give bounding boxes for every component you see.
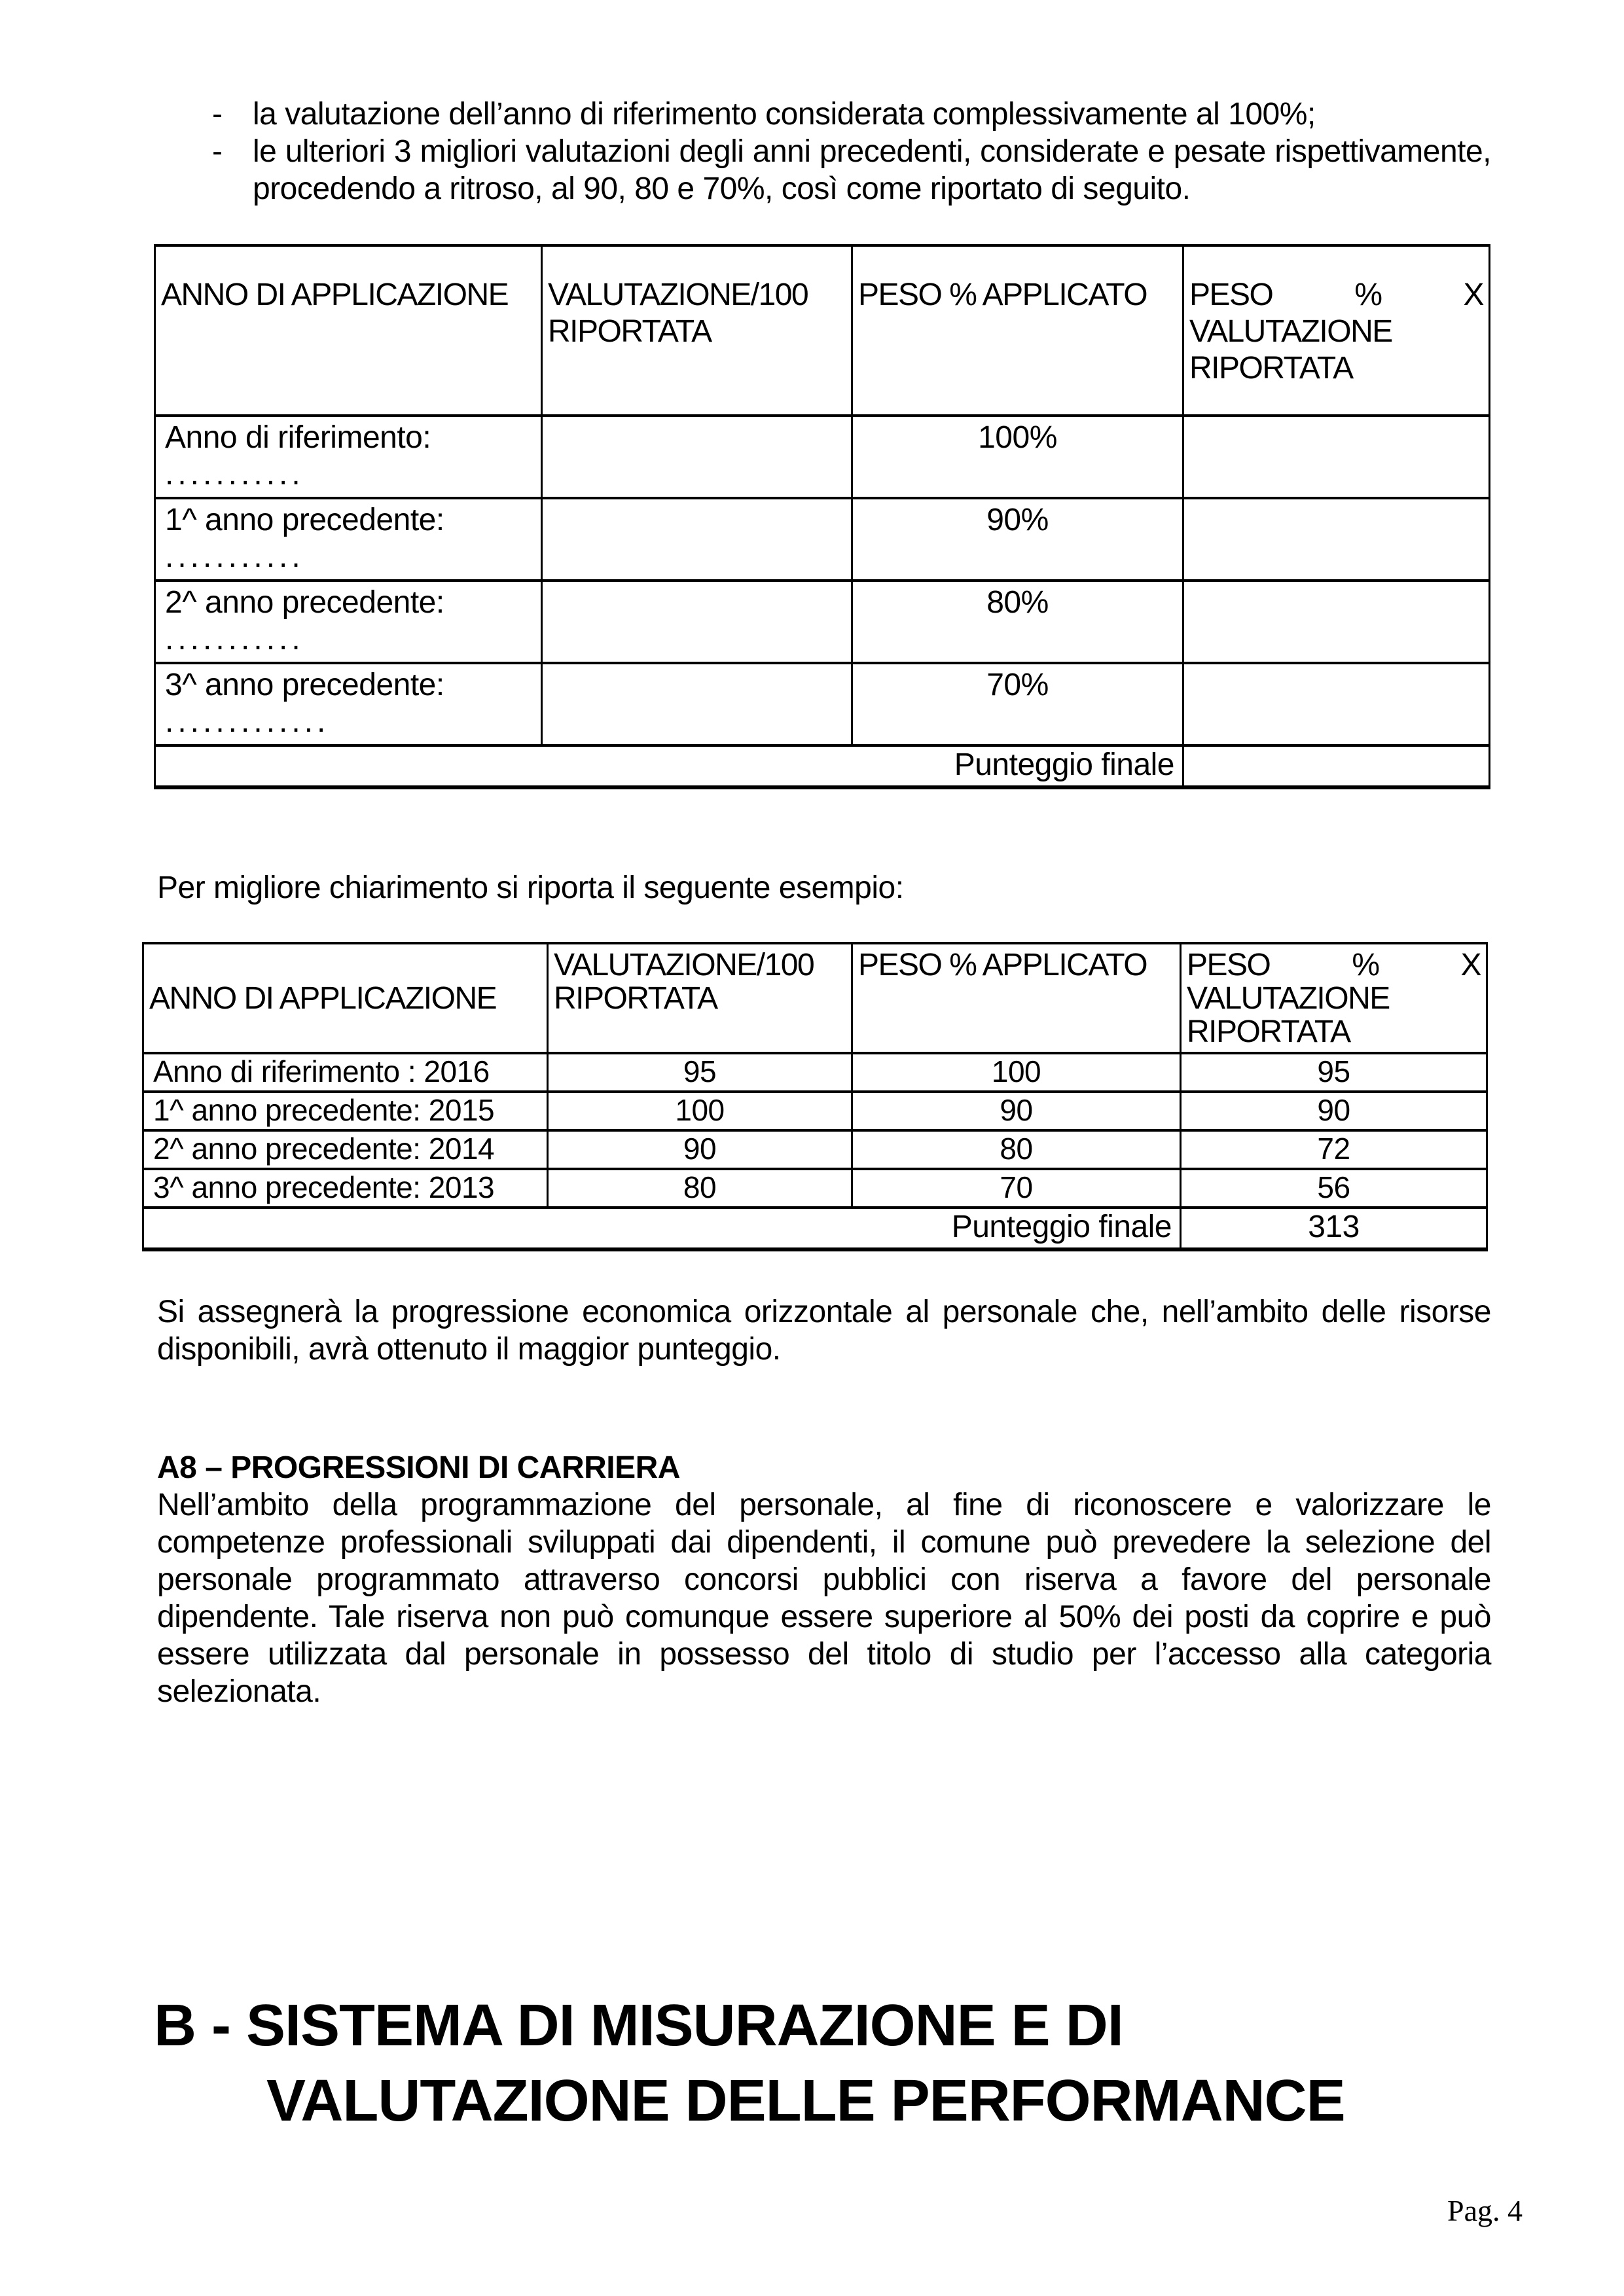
peso-cell: 80: [852, 1130, 1181, 1169]
peso-x-cell: [1183, 416, 1490, 498]
row-label-cell: [155, 581, 542, 663]
row-dots: ...........: [165, 622, 304, 656]
row-label: 3^ anno precedente: 2013: [143, 1169, 548, 1208]
table-header-row: [155, 245, 1490, 416]
bullet-text: la valutazione dell’anno di riferimento considerata complessivamente al 100%;: [253, 97, 1316, 132]
table-row: [155, 663, 1490, 745]
peso-cell: 90: [852, 1092, 1181, 1130]
valutazione-cell: [542, 498, 852, 581]
bullet-dash: -: [212, 134, 223, 169]
valutazione-cell: 95: [548, 1053, 852, 1092]
peso-cell: 80%: [852, 581, 1183, 663]
header-valutazione-riportata: VALUTAZIONE/100 RIPORTATA: [548, 943, 852, 1053]
example-intro: Per migliore chiarimento si riporta il seguente esempio:: [157, 870, 904, 905]
bullet-item: [157, 133, 1491, 207]
punteggio-finale-value: [1183, 745, 1490, 787]
table-row: [143, 1053, 1487, 1092]
row-label-cell: [155, 663, 542, 745]
peso-x-cell: [1183, 498, 1490, 581]
table-header-row: [143, 943, 1487, 1053]
section-b-heading-line2: VALUTAZIONE DELLE PERFORMANCE: [266, 2068, 1345, 2134]
peso-x-cell: 95: [1181, 1053, 1487, 1092]
peso-cell: 90%: [852, 498, 1183, 581]
row-dots: .............: [165, 704, 330, 739]
bullet-text: le ulteriori 3 migliori valutazioni degli anni precedenti, considerate e pesate rispettivamente, procedendo a ritroso, al 90, 80 e 70%, così come riportato di seguito.: [253, 134, 1491, 206]
table-footer-row: [143, 1208, 1487, 1249]
peso-x-cell: [1183, 663, 1490, 745]
peso-x-cell: [1183, 581, 1490, 663]
section-b-heading-line1: B - SISTEMA DI MISURAZIONE E DI: [154, 1993, 1123, 2058]
peso-cell: 70%: [852, 663, 1183, 745]
row-label: 1^ anno precedente:: [165, 503, 444, 537]
a8-paragraph: Nell’ambito della programmazione del personale, al fine di riconoscere e valorizzare le competenze professionali sviluppati dai dipendenti, il comune può prevedere la selezione del personale programmato attraverso concorsi pubblici con riserva a favore del personale dipendente. Tale riserva non può comunque essere superiore al 50% dei posti da coprire e può essere utilizzata dal personale in possesso del titolo di studio per l’accesso alla categoria selezionata.: [157, 1488, 1491, 1709]
weights-table: [154, 244, 1490, 789]
peso-cell: 100: [852, 1053, 1181, 1092]
row-label-cell: [155, 498, 542, 581]
peso-cell: 100%: [852, 416, 1183, 498]
header-peso-applicato: PESO % APPLICATO: [852, 943, 1181, 1053]
row-label: Anno di riferimento:: [165, 420, 431, 455]
assignment-paragraph: Si assegnerà la progressione economica orizzontale al personale che, nell’ambito delle risorse disponibili, avrà ottenuto il maggior punteggio.: [157, 1295, 1491, 1367]
table-footer-row: [155, 745, 1490, 787]
row-label: 3^ anno precedente:: [165, 668, 444, 702]
header-peso-applicato: PESO % APPLICATO: [852, 245, 1183, 416]
bullet-item: [157, 96, 1491, 133]
punteggio-finale-label: Punteggio finale: [155, 745, 1183, 787]
table-row: [143, 1092, 1487, 1130]
a8-heading: A8 – PROGRESSIONI DI CARRIERA: [157, 1450, 680, 1485]
peso-x-cell: 56: [1181, 1169, 1487, 1208]
punteggio-finale-label: Punteggio finale: [143, 1208, 1181, 1249]
valutazione-cell: [542, 663, 852, 745]
row-label: 2^ anno precedente: 2014: [143, 1130, 548, 1169]
row-label: 1^ anno precedente: 2015: [143, 1092, 548, 1130]
valutazione-cell: 90: [548, 1130, 852, 1169]
table-row: [155, 581, 1490, 663]
table-row: [155, 498, 1490, 581]
row-label: 2^ anno precedente:: [165, 585, 444, 620]
valutazione-cell: 80: [548, 1169, 852, 1208]
table-row: [143, 1169, 1487, 1208]
table-row: [143, 1130, 1487, 1169]
valutazione-cell: 100: [548, 1092, 852, 1130]
punteggio-finale-value: 313: [1181, 1208, 1487, 1249]
section-b-heading: [154, 1988, 1345, 2139]
row-label-cell: [155, 416, 542, 498]
valutazione-cell: [542, 581, 852, 663]
peso-cell: 70: [852, 1169, 1181, 1208]
row-dots: ...........: [165, 539, 304, 574]
row-label: Anno di riferimento : 2016: [143, 1053, 548, 1092]
header-valutazione-riportata: VALUTAZIONE/100 RIPORTATA: [542, 245, 852, 416]
header-anno-di-applicazione: ANNO DI APPLICAZIONE: [155, 245, 542, 416]
header-peso-x-valutazione: PESO % X VALUTAZIONE RIPORTATA: [1183, 245, 1490, 416]
bullet-list: [157, 96, 1491, 207]
peso-x-cell: 72: [1181, 1130, 1487, 1169]
bullet-dash: -: [212, 97, 223, 132]
peso-x-cell: 90: [1181, 1092, 1487, 1130]
page-number: Pag. 4: [1447, 2194, 1523, 2227]
header-peso-x-valutazione: PESO % X VALUTAZIONE RIPORTATA: [1181, 943, 1487, 1053]
row-dots: ...........: [165, 457, 304, 492]
header-anno-di-applicazione: ANNO DI APPLICAZIONE: [143, 943, 548, 1053]
valutazione-cell: [542, 416, 852, 498]
table-row: [155, 416, 1490, 498]
example-table: [142, 942, 1488, 1251]
